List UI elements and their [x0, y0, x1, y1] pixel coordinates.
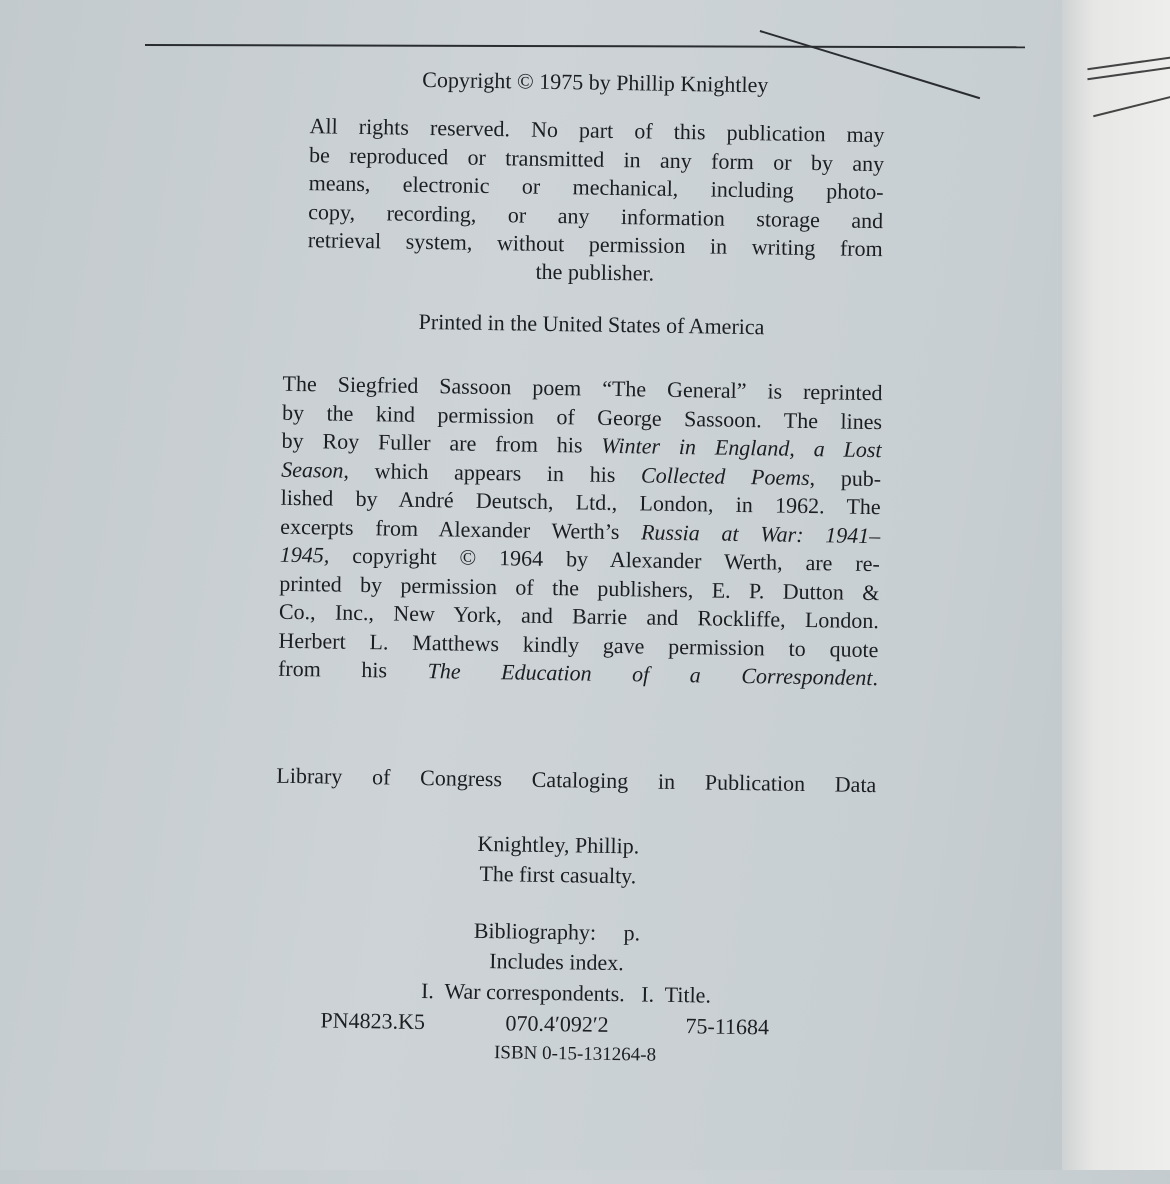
text-segment: excerpts from Alexander Werth’s: [280, 513, 642, 544]
text-segment: printed by permission of the publishers, E. P. Dutton &: [279, 570, 880, 605]
text-segment: copyright © 1964 by Alexander Werth, are re-: [329, 542, 880, 577]
cip-isbn: ISBN 0-15-131264-8: [493, 1042, 657, 1066]
text-segment: Herbert L. Matthews kindly gave permission to quote: [278, 627, 879, 662]
cip-author: Knightley, Phillip.: [477, 830, 640, 859]
text-segment: Co., Inc., New York, and Barrie and Rockliffe, London.: [278, 598, 880, 634]
text-segment: retrieval system, without permission in writing from: [307, 227, 883, 262]
italic-title-text: Winter in England, a Lost: [601, 432, 882, 463]
text-segment: , which appears in his: [343, 457, 642, 487]
cip-heading: Library of Congress Cataloging in Publication Data: [276, 762, 877, 798]
cip-title: The first casualty.: [479, 860, 637, 889]
cip-subjects: I. War correspondents. I. Title.: [420, 978, 712, 1008]
text-segment: All rights reserved. No part of this publication may: [309, 113, 885, 148]
text-segment: means, electronic or mechanical, including photo-: [308, 170, 884, 205]
text-segment: by Roy Fuller are from his: [281, 427, 602, 458]
cip-bibliography: Bibliography: p.: [473, 917, 641, 946]
italic-title-text: Season: [281, 456, 344, 483]
text-segment: copy, recording, or any information storage and: [308, 198, 884, 233]
cip-lccn: 75-11684: [685, 1013, 770, 1040]
text-segment: be reproduced or transmitted in any form or by any: [308, 141, 885, 176]
rights-last-line: the publisher.: [535, 258, 655, 286]
cip-dewey: 070.4′092′2: [505, 1010, 609, 1037]
text-segment: by the kind permission of George Sassoon. The lines: [281, 399, 883, 434]
italic-title-text: The Education of a Correspondent: [427, 658, 873, 691]
text-segment: , pub-: [809, 464, 882, 491]
cip-index: Includes index.: [489, 948, 624, 976]
printed-in: Printed in the United States of America: [418, 308, 765, 340]
text-segment: lished by André Deutsch, Ltd., London, in 1962. The: [280, 484, 881, 520]
italic-title-text: Collected Poems: [640, 461, 810, 490]
italic-title-text: Russia at War: 1941–: [640, 518, 881, 548]
italic-title-text: 1945,: [279, 541, 330, 568]
text-segment: .: [872, 665, 879, 691]
text-segment: The Siegfried Sassoon poem “The General” is reprinted: [282, 370, 883, 406]
cip-lc-class: PN4823.K5: [320, 1007, 426, 1035]
text-segment: from his: [277, 655, 428, 684]
copyright-line: Copyright © 1975 by Phillip Knightley: [422, 66, 769, 98]
